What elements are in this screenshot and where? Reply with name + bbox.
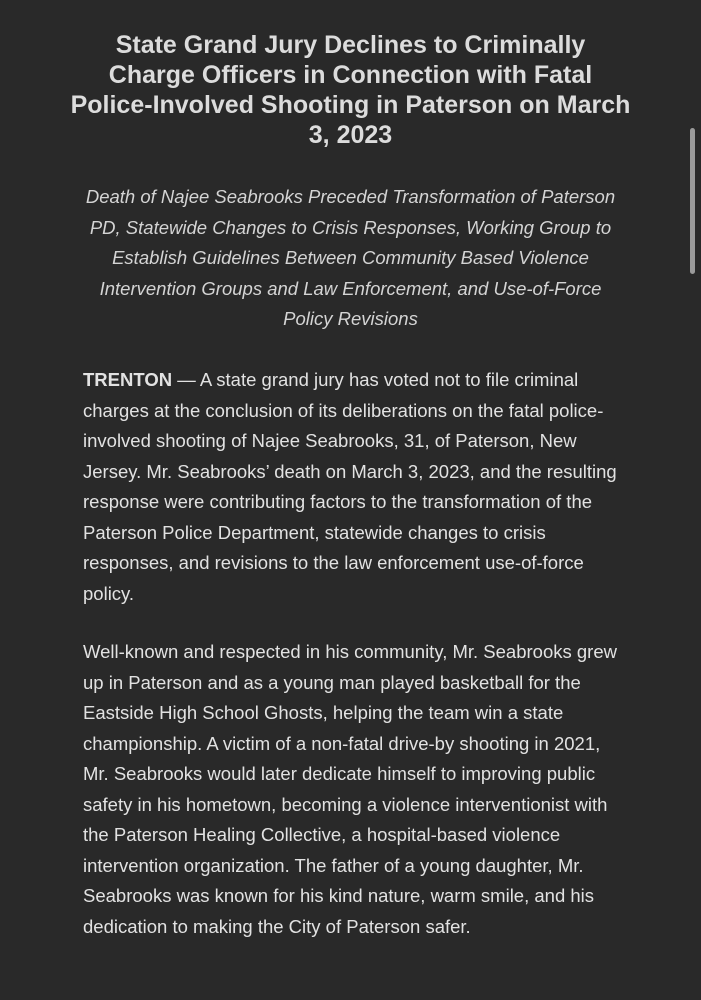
article-title: State Grand Jury Declines to Criminally Charge Officers in Connection with Fatal Police-Involved Shooting in Paterson on March 3, 2023 bbox=[70, 31, 631, 149]
dateline: TRENTON bbox=[83, 369, 173, 390]
article-paragraph-2: Well-known and respected in his community, Mr. Seabrooks grew up in Paterson and as a young man played basketball for the Eastside High School Ghosts, helping the team win a state championship. A victim of a non-fatal drive-by shooting in 2021, Mr. Seabrooks would later dedicate himself to improving public safety in his hometown, becoming a violence interventionist with the Paterson Healing Collective, a hospital-based violence intervention organization. The father of a young daughter, Mr. Seabrooks was known for his kind nature, warm smile, and his dedication to making the City of Paterson safer. bbox=[83, 641, 617, 937]
vertical-scrollbar[interactable] bbox=[690, 128, 695, 274]
article-paragraph-1 bbox=[83, 365, 623, 609]
paragraph-1-text: — A state grand jury has voted not to file criminal charges at the conclusion of its deliberations on the fatal police-involved shooting of Najee Seabrooks, 31, of Paterson, New Jersey. Mr. Seabrooks’ death on March 3, 2023, and the resulting response were contributing factors to the transformation of the Paterson Police Department, statewide changes to crisis responses, and revisions to the law enforcement use-of-force policy. bbox=[83, 369, 617, 604]
article-subtitle: Death of Najee Seabrooks Preceded Transformation of Paterson PD, Statewide Changes to Crisis Responses, Working Group to Establish Guidelines Between Community Based Violence Intervention Groups and Law Enforcement, and Use-of-Force Policy Revisions bbox=[85, 186, 616, 329]
